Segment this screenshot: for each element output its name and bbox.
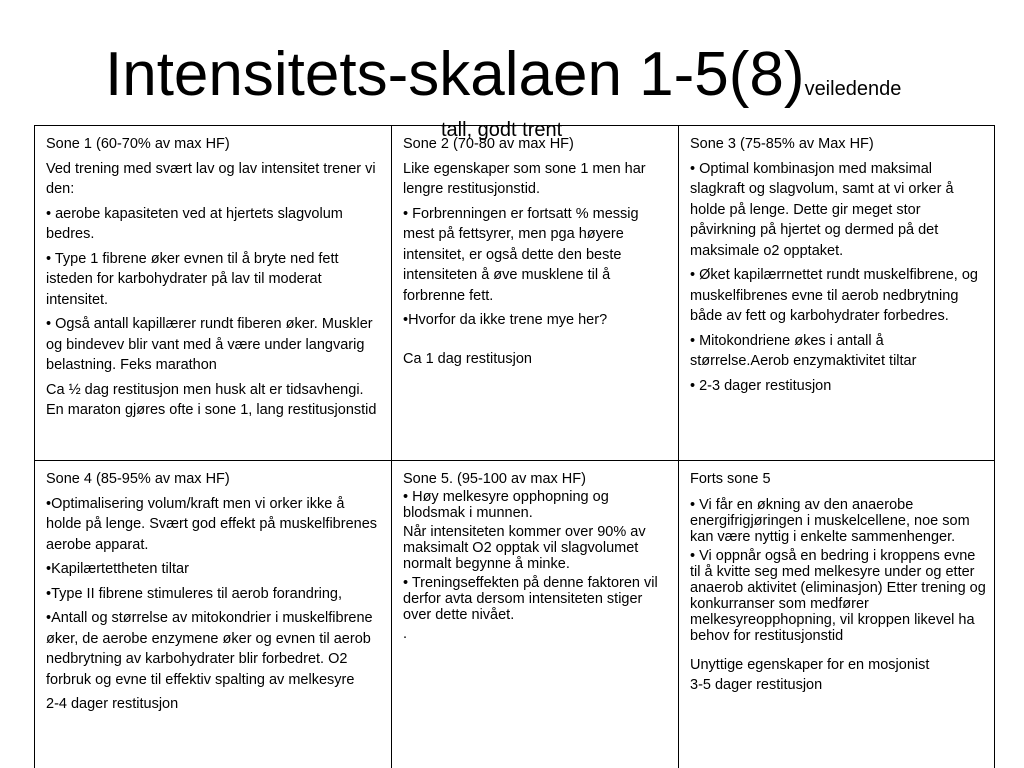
- cell-heading: Sone 5. (95-100 av max HF): [403, 471, 586, 487]
- cell-text: Ved trening med svært lav og lav intensitet trener vi den:: [46, 160, 376, 197]
- cell-sone-2: [392, 126, 679, 461]
- cell-heading: Sone 1 (60-70% av max HF): [46, 136, 230, 152]
- title-main: Intensitets-skalaen 1-5(8): [105, 40, 805, 109]
- cell-bullet: • Forbrenningen er fortsatt % messig mest på fettsyrer, men pga høyere intensitet, er også dette den beste intensiteten å øve musklene til å forbrenne fett.: [403, 205, 639, 304]
- slide-title: [105, 40, 902, 109]
- table-row: [35, 461, 995, 768]
- cell-text: Ca ½ dag restitusjon men husk alt er tidsavhengi. En maraton gjøres ofte i sone 1, lang restitusjonstid: [46, 381, 377, 418]
- cell-footer: 3-5 dager restitusjon: [690, 677, 823, 693]
- title-subtitle-line2: tall, godt trent: [441, 119, 563, 141]
- cell-bullet: • Øket kapilærrnettet rundt muskelfibrene, og muskelfibrenes evne til aerob nedbrytning både av fett og karbohydrater forbedres.: [690, 267, 978, 324]
- cell-heading: Forts sone 5: [690, 471, 771, 487]
- cell-bullet: • Mitokondriene økes i antall å størrelse.Aerob enzymaktivitet tiltar: [690, 332, 917, 369]
- cell-bullet: • Treningseffekten på denne faktoren vil derfor avta dersom intensiteten stiger over dette nivået.: [403, 575, 658, 623]
- intensity-zones-table: [34, 125, 995, 768]
- cell-bullet: • aerobe kapasiteten ved at hjertets slagvolum bedres.: [46, 205, 343, 242]
- cell-bullet: •Optimalisering volum/kraft men vi orker ikke å holde på lenge. Svært god effekt på muskelfibrenes aerobe apparat.: [46, 495, 378, 553]
- cell-text: 2-4 dager restitusjon: [46, 696, 179, 712]
- cell-bullet: • Vi får en økning av den anaerobe energifrigjøringen i muskelcellene, noe som kan være nyttig i enkelte sammenhenger.: [690, 497, 970, 545]
- cell-bullet: • Type 1 fibrene øker evnen til å bryte ned fett isteden for karbohydrater på lav til moderat intensitet.: [46, 250, 339, 308]
- cell-bullet: •Kapilærtettheten tiltar: [46, 561, 189, 577]
- cell-bullet: • Høy melkesyre opphopning og blodsmak i munnen.: [403, 489, 609, 521]
- cell-sone-4: [35, 461, 392, 768]
- cell-bullet: •Type II fibrene stimuleres til aerob forandring,: [46, 585, 343, 602]
- cell-sone-5: [392, 461, 679, 768]
- cell-text: Like egenskaper som sone 1 men har lengre restitusjonstid.: [403, 160, 646, 197]
- cell-text: .: [403, 626, 408, 642]
- cell-sone-1: [35, 126, 392, 461]
- title-subtitle: veiledende: [804, 78, 902, 100]
- cell-forts-sone-5: [679, 461, 995, 768]
- cell-bullet: • Optimal kombinasjon med maksimal slagkraft og slagvolum, samt at vi orker å holde på lenge. Dette gir meget stor påvirkning på hjertet og dermed på det maksimale o2 opptaket.: [690, 160, 954, 259]
- cell-heading: Sone 4 (85-95% av max HF): [46, 471, 230, 487]
- cell-sone-3: [679, 126, 995, 461]
- cell-heading: Sone 2 (70-80 av max HF): [403, 136, 574, 152]
- cell-bullet: • Også antall kapillærer rundt fiberen øker. Muskler og bindevev blir vant med å være under langvarig belastning. Feks marathon: [46, 316, 373, 373]
- cell-bullet: • 2-3 dager restitusjon: [690, 377, 832, 394]
- table-row: [35, 126, 995, 461]
- cell-heading: Sone 3 (75-85% av Max HF): [690, 136, 874, 152]
- cell-bullet: •Antall og størrelse av mitokondrier i muskelfibrene øker, de aerobe enzymene øker og evnen til aerob nedbrytning av karbohydrater blir forbedret. O2 forbruk og evne til effektiv spalting av melkesyre: [46, 610, 373, 688]
- cell-footer: Ca 1 dag restitusjon: [403, 350, 532, 367]
- cell-bullet: •Hvorfor da ikke trene mye her?: [403, 312, 608, 328]
- cell-bullet: • Vi oppnår også en bedring i kroppens evne til å kvitte seg med melkesyre under og etter anaerob aktivitet (eliminasjon) Etter trening og konkurranser som medfører melkesyreopphopning, vil kroppen likevel ha behov for restitusjonstid: [690, 548, 986, 644]
- cell-footer: Unyttige egenskaper for en mosjonist: [690, 657, 930, 673]
- cell-text: Når intensiteten kommer over 90% av maksimalt O2 opptak vil slagvolumet normalt begynne å minke.: [403, 524, 646, 572]
